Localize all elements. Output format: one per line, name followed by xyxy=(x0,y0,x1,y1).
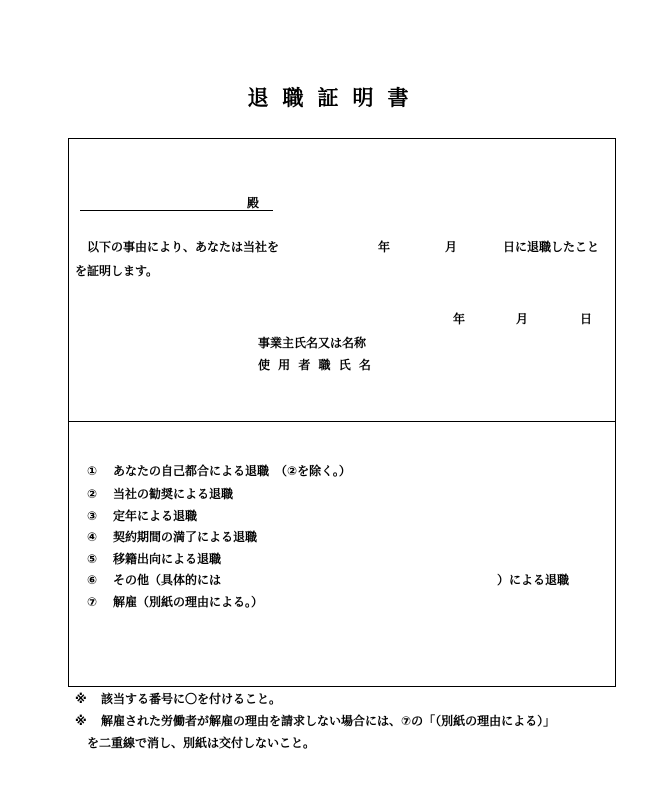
certification-suffix: 日に退職したこと xyxy=(503,240,600,254)
reason-item-5 xyxy=(87,552,221,566)
reason-item-2 xyxy=(87,487,233,501)
issue-year-label: 年 xyxy=(453,312,466,326)
reason-item-4 xyxy=(87,530,257,544)
note-2 xyxy=(75,714,555,728)
note-text: 解雇された労働者が解雇の理由を請求しない場合には、⑦の「（別紙の理由による）」 xyxy=(101,714,556,728)
reason-number: ② xyxy=(87,487,98,501)
reason-text: その他（具体的には xyxy=(113,573,222,587)
retirement-year-label: 年 xyxy=(378,240,391,254)
addressee-line xyxy=(80,210,273,211)
reason-item-7 xyxy=(87,595,263,609)
reason-number: ③ xyxy=(87,509,98,523)
certificate-box xyxy=(68,138,616,422)
reason-number: ⑤ xyxy=(87,552,98,566)
document-title: 退職証明書 xyxy=(247,86,423,110)
reason-number: ⑦ xyxy=(87,595,98,609)
reason-item-1 xyxy=(87,464,351,478)
note-1 xyxy=(75,692,281,706)
reason-item-3 xyxy=(87,509,197,523)
retirement-month-label: 月 xyxy=(445,240,458,254)
reason-text: 当社の勧奨による退職 xyxy=(113,487,234,501)
certification-line2: を証明します。 xyxy=(75,264,159,278)
employer-name-label: 使 用 者 職 氏 名 xyxy=(258,358,373,372)
reason-item-6 xyxy=(87,573,221,587)
reason-6-suffix: ）による退職 xyxy=(497,573,570,587)
issue-day-label: 日 xyxy=(580,312,593,326)
addressee-suffix: 殿 xyxy=(247,196,260,210)
reason-number: ④ xyxy=(87,530,98,544)
note-mark: ※ xyxy=(75,692,87,706)
note-mark: ※ xyxy=(75,714,87,728)
reason-number: ⑥ xyxy=(87,573,98,587)
reason-text: 契約期間の満了による退職 xyxy=(113,530,258,544)
reason-text: 解雇（別紙の理由による。） xyxy=(113,595,264,609)
reason-number: ① xyxy=(87,464,98,478)
reason-text: あなたの自己都合による退職 （②を除く。） xyxy=(113,464,351,478)
reason-text: 移籍出向による退職 xyxy=(113,552,222,566)
certification-prefix: 以下の事由により、あなたは当社を xyxy=(87,240,280,254)
issue-month-label: 月 xyxy=(516,312,529,326)
business-owner-label: 事業主氏名又は名称 xyxy=(258,336,367,350)
note-2-continuation: を二重線で消し、別紙は交付しないこと。 xyxy=(87,736,316,750)
note-text: 該当する番号に〇を付けること。 xyxy=(101,692,282,706)
reason-text: 定年による退職 xyxy=(113,509,198,523)
